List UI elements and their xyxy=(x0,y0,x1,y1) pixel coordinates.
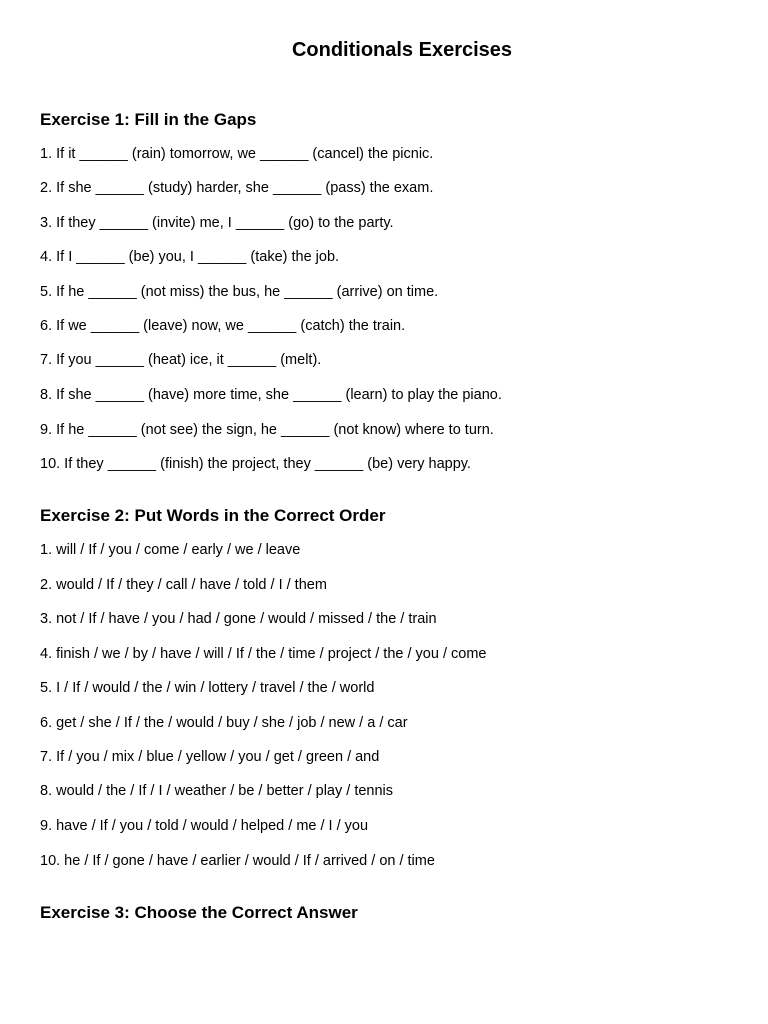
exercise-2-heading: Exercise 2: Put Words in the Correct Order xyxy=(40,506,386,525)
exercise-2-item-2: 2. would / If / they / call / have / told / I / them xyxy=(40,577,327,593)
exercise-1-item-6: 6. If we ______ (leave) now, we ______ (catch) the train. xyxy=(40,318,406,334)
exercise-2-item-3: 3. not / If / have / you / had / gone / would / missed / the / train xyxy=(40,611,437,627)
document-title: Conditionals Exercises xyxy=(291,39,513,61)
exercise-2-item-9: 9. have / If / you / told / would / helped / me / I / you xyxy=(40,818,369,834)
exercise-1-item-3: 3. If they ______ (invite) me, I ______ (go) to the party. xyxy=(40,215,394,231)
exercise-2-item-6: 6. get / she / If / the / would / buy / she / job / new / a / car xyxy=(40,715,408,731)
exercise-1-item-5: 5. If he ______ (not miss) the bus, he ______ (arrive) on time. xyxy=(40,284,439,300)
exercise-1-item-8: 8. If she ______ (have) more time, she ______ (learn) to play the piano. xyxy=(40,387,502,403)
exercise-2-item-10: 10. he / If / gone / have / earlier / would / If / arrived / on / time xyxy=(40,853,435,869)
exercise-1-item-4: 4. If I ______ (be) you, I ______ (take) the job. xyxy=(40,249,340,265)
exercise-1-item-10: 10. If they ______ (finish) the project, they ______ (be) very happy. xyxy=(40,456,471,472)
exercise-2-item-4: 4. finish / we / by / have / will / If / the / time / project / the / you / come xyxy=(40,646,487,662)
exercise-1-item-2: 2. If she ______ (study) harder, she ______ (pass) the exam. xyxy=(40,180,434,196)
exercise-3-heading: Exercise 3: Choose the Correct Answer xyxy=(40,903,358,922)
exercise-1-item-1: 1. If it ______ (rain) tomorrow, we ______ (cancel) the picnic. xyxy=(40,146,434,162)
exercise-2-item-7: 7. If / you / mix / blue / yellow / you / get / green / and xyxy=(40,749,380,765)
exercise-2-item-8: 8. would / the / If / I / weather / be / better / play / tennis xyxy=(40,783,394,799)
exercise-1-heading: Exercise 1: Fill in the Gaps xyxy=(40,110,257,129)
exercise-1-item-7: 7. If you ______ (heat) ice, it ______ (melt). xyxy=(40,352,322,368)
exercise-1-item-9: 9. If he ______ (not see) the sign, he ______ (not know) where to turn. xyxy=(40,422,494,438)
exercise-2-item-5: 5. I / If / would / the / win / lottery / travel / the / world xyxy=(40,680,375,696)
exercise-2-item-1: 1. will / If / you / come / early / we / leave xyxy=(40,542,301,558)
